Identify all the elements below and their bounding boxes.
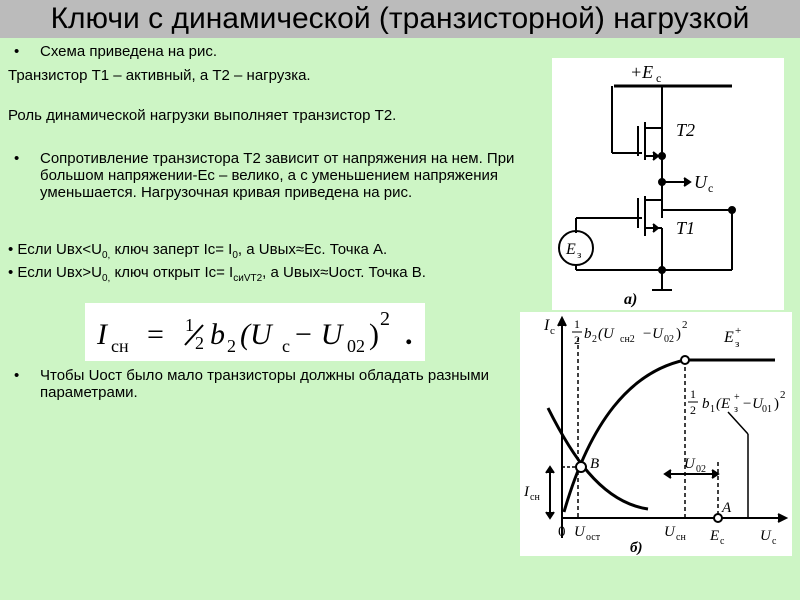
curve1-sup: +: [734, 392, 740, 403]
open-text-1: Если Uвх>U: [17, 264, 102, 281]
bullet-scheme: Схема приведена на рис.: [40, 43, 218, 60]
graph-isn-label: I: [524, 484, 529, 500]
graph-ec-label: E: [710, 528, 720, 544]
formula-eq: =: [147, 318, 164, 351]
circuit-source-label: E: [566, 241, 576, 258]
closed-text-3: , а Uвых≈Ес. Точка А.: [237, 241, 388, 258]
bullet-open: • Если $Uвх>U_{0,}$ ключ открыт $Iс= I_{сиVT2}$, а Uвых≈Uост. Точка В.: [8, 264, 426, 284]
open-sub-2: сиVT2: [233, 273, 263, 284]
graph-caption: б): [630, 540, 643, 556]
curve2-rest: −U: [642, 326, 663, 342]
curve2-sub2: 02: [664, 334, 674, 345]
curve1-sub: з: [734, 404, 738, 415]
bullet-closed: • Если $Uвх<U_{0,}$ ключ заперт $Iс= I_0$, а Uвых≈Ес. Точка А.: [8, 241, 388, 261]
curve2-b: b: [584, 326, 592, 342]
curve1-b: b: [702, 396, 710, 412]
curve2-b-sub: 2: [592, 334, 597, 345]
formula-u0-sub: 02: [347, 336, 365, 356]
graph-e3-sub: з: [735, 338, 740, 350]
graph-zero: 0: [558, 524, 566, 540]
closed-text-1: Если Uвх<U: [17, 241, 102, 258]
graph-isn-sub: сн: [530, 492, 540, 503]
open-text-3: , а Uвых≈Uост. Точка В.: [262, 264, 426, 281]
curve1-sub2: 01: [762, 404, 772, 415]
formula-lhs-sub: сн: [111, 336, 129, 356]
closed-sub-1: 0,: [101, 250, 111, 261]
formula-uc-sub: с: [282, 336, 290, 356]
circuit-ec-sub: c: [656, 71, 662, 85]
curve1-rest: −U: [742, 396, 763, 412]
closed-text-2: ключ заперт Iс= I: [110, 241, 233, 258]
graph-ec-sub: c: [720, 536, 725, 547]
circuit-uc-label: U: [694, 172, 707, 192]
formula-close: ): [369, 318, 379, 351]
curve2-formula: [572, 317, 688, 347]
curve1-square: 2: [780, 389, 786, 401]
graph-uost-sub: ост: [586, 532, 601, 543]
graph-ic-sub: c: [550, 325, 555, 337]
graph-u02-label: U: [684, 456, 695, 472]
formula-lhs: I: [97, 318, 107, 351]
circuit-source-sub: з: [577, 249, 582, 261]
bullet-parameters: Чтобы Uост было мало транзисторы должны обладать разными параметрами.: [40, 367, 490, 401]
formula-b-sub: 2: [227, 336, 236, 356]
text-transistors: Транзистор Т1 – активный, а Т2 – нагрузка.: [8, 67, 311, 84]
curve2-close: ): [676, 326, 681, 342]
graph-point-a: A: [722, 500, 732, 516]
curve1-two: 2: [690, 403, 696, 417]
formula-dot: .: [405, 318, 413, 351]
curve2-half: 1: [574, 317, 580, 331]
graph-usn-label: U: [664, 524, 675, 540]
formula-b: b: [210, 318, 225, 351]
curve2-sub: сн2: [620, 334, 635, 345]
curve2-square: 2: [682, 319, 688, 331]
circuit-t1-label: T1: [676, 218, 696, 238]
graph-e3-label: E: [724, 329, 734, 346]
formula-box: [85, 303, 425, 361]
graph-ic-label: I: [544, 317, 550, 334]
slide-title: Ключи с динамической (транзисторной) нагрузкой: [0, 0, 800, 38]
graph-point-b: B: [590, 456, 600, 472]
bullet-marker: •: [14, 150, 20, 167]
circuit-caption: а): [624, 291, 638, 308]
formula-half-num: 1: [185, 315, 194, 335]
curve2-expr: (U: [598, 326, 614, 342]
circuit-diagram: [552, 58, 784, 310]
text-dynamic-load: Роль динамической нагрузки выполняет транзистор Т2.: [8, 107, 397, 124]
formula-square: 2: [380, 308, 390, 330]
curve1-close: ): [774, 396, 779, 412]
circuit-t2-label: T2: [676, 120, 696, 140]
graph-uost-label: U: [574, 524, 585, 540]
graph-uc-label: U: [760, 528, 771, 544]
open-sub-1: 0,: [101, 273, 111, 284]
graph-usn-sub: сн: [676, 532, 686, 543]
curve2-two: 2: [574, 333, 580, 347]
graph-e3-sup: +: [735, 325, 742, 337]
load-curve-graph: [520, 312, 792, 556]
bullet-marker: •: [14, 367, 20, 384]
circuit-ec: +E: [630, 62, 654, 82]
graph-u02-sub: 02: [696, 464, 706, 475]
formula-minus: − U: [293, 318, 343, 351]
closed-sub-2: 0: [232, 250, 238, 261]
formula-open: (U: [240, 318, 272, 351]
graph-uc-sub: c: [772, 536, 777, 547]
formula-half-den: 2: [195, 333, 204, 353]
circuit-uc-sub: c: [708, 181, 714, 195]
bullet-marker: •: [14, 43, 20, 60]
curve1-b-sub: 1: [710, 404, 715, 415]
open-text-2: ключ открыт Iс= I: [110, 264, 234, 281]
curve1-expr: (E: [716, 396, 731, 412]
curve1-formula: [688, 387, 786, 417]
curve1-half: 1: [690, 387, 696, 401]
bullet-resistance: Сопротивление транзистора Т2 зависит от напряжения на нем. При большом напряжении-Ес – велико, а с уменьшением напряжения уменьшается. Нагрузочная кривая приведена на рис.: [40, 150, 515, 201]
